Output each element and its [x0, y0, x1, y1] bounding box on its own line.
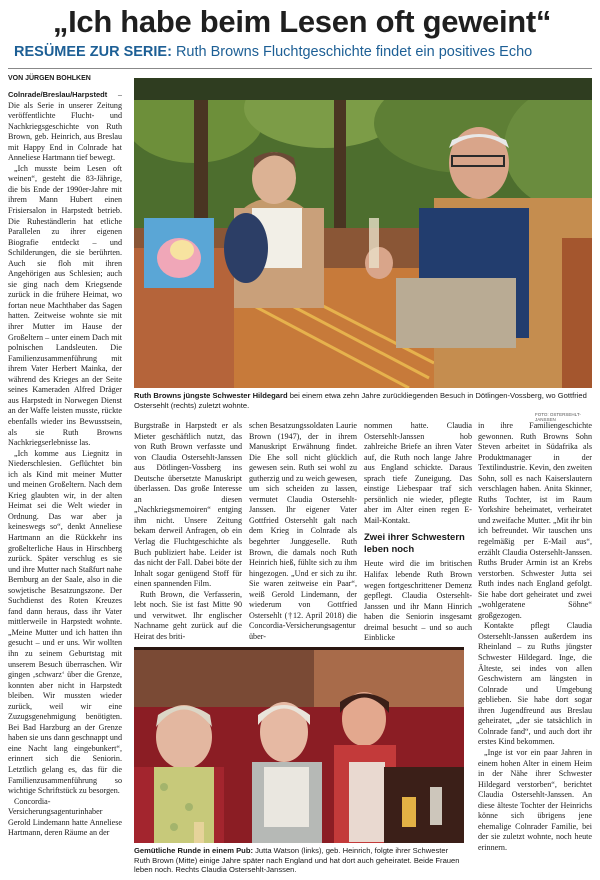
- article-column-3: [249, 421, 357, 643]
- paragraph: „Inge ist vor ein paar Jahren in einem hohen Alter in einem Heim in der Nähe ihrer Schwester Hildegard verstorben“, berichtet Claudia Ostersehlt-Janssen. An diese älteste Tochter der Heinrichs könne sich übrigens jene ehemalige Colnrader Familie, bei der sie zuletzt wohnte, noch heute erinnern.: [478, 747, 592, 852]
- photo-1-credit: FOTO: OSTERSEHLT-JANSSEN: [535, 412, 581, 422]
- paragraph: Ruth Brown, die Verfasserin, lebt noch. Sie ist fast Mitte 90 und verwitwet. Ihr englischer Nachname geht zurück auf die Heirat des briti-: [134, 589, 242, 641]
- section-subheading: Zwei ihrer Schwestern leben noch: [364, 532, 465, 555]
- subhead-kicker: RESÜMEE ZUR SERIE:: [14, 44, 172, 60]
- paragraph: nommen hatte. Claudia Ostersehlt-Janssen hob zahlreiche Briefe an ihren Vater auf, die Ruth noch lange Jahre aus England schickte. Daraus sprach tiefe Zuneigung. Das einstige Liebespaar traf sich persönlich nie wieder, pflegte aber im Alter einen regen E-Mail-Kontakt.: [364, 421, 472, 525]
- subhead-text: Ruth Browns Fluchtgeschichte findet ein positives Echo: [171, 44, 533, 60]
- paragraph: „Ich musste beim Lesen oft weinen“, gesteht die 83-Jährige, die bis Ende der 1990er-Jahre mit ihrem Mann Hubert einen Frisiersalon in Harpstedt betrieb. Die Ruheständlerin hat etliche Parallelen zu ihrer eigenen Biografie entdeckt – und Schilderungen, die sie berührten. Auch sie floh mit ihren Angehörigen aus Schlesien; auch sie ging nach dem Kriegsende zurück in die frühere Heimat, wo fortan neue Machthaber das Sagen hatten. Zeitweise wohnte sie mit ihrer Mutter im Hause der Großeltern – unter einem Dach mit polnischen Landsleuten. Die Familienzusammenführung mit ihrem Vater Herbert Mainka, der während des Krieges an der Seite seines Kameraden Alfred Dräger aus Harpstedt in Norwegen Dienst an der Waffe leisten musste, rückte ebenfalls wieder ins Bewusstsein, als sie Ruth Browns Nachkriegserlebnisse las.: [8, 163, 122, 448]
- article-column-5: [478, 421, 592, 880]
- photo-pub-gathering: [134, 647, 464, 843]
- paragraph: „Ich komme aus Liegnitz in Niederschlesien. Geflüchtet bin ich als Kind mit meiner Mutter und meinen Großeltern. Nach dem Krieg glaubten wir, in der alten Heimat sei die Welt wieder in Ordnung. Das war aber ja keineswegs so“, denkt Anneliese Hartmann an die Rückkehr ins großelterliche Haus in Hirschberg zurück. Später verschlug es sie und ihre Mutter nach Staßfurt nahe Bernburg an der Saale, also in die sowjetische Besatzungszone. Der Suchdienst des Roten Kreuzes fand dann heraus, dass ihr Vater mittlerweile in Harpstedt wohnte. „Meine Mutter und ich hatten ihn gesucht – und er uns. Wir wollten ihn zu seinem Geburtstag mit unserem Besuch überraschen. Wir gingen ‚schwarz‘ über die Grenze, konnten aber nicht in Harpstedt bleiben. Wir mussten wieder zurück, weil wir eine Zuzugsgenehmigung benötigten. Bei Bad Harzburg an der Grenze haben sie uns dann geschnappt und eine Nacht lang eingebunkert“, erinnert sich die Seniorin. Letztlich gelang es, das für die Familienzusammenführung so wichtige Schriftstück zu besorgen.: [8, 448, 122, 796]
- paragraph: [8, 90, 122, 164]
- article-column-1: [8, 90, 122, 880]
- headline: „Ich habe beim Lesen oft geweint“: [52, 4, 552, 39]
- caption-bold: Ruth Browns jüngste Schwester Hildegard: [134, 391, 288, 400]
- paragraph: Burgstraße in Harpstedt er als Mieter geschäftlich nutzt, das von Ruth Brown verfasste und von Claudia Ostersehlt-Janssen aus Dötlingen-Vossberg ins Deutsche übersetzte Manuskript überlassen. Das große Interesse an diesen „Nachkriegsmemoiren“ entging ihm nicht. Unsere Zeitung bekam derweil Anfragen, ob ein Verlag die Fluchtgeschichte als Buch publiziert habe. Leider ist das nicht der Fall. Dabei böte der Inhalt sogar genügend Stoff für einen spannenden Film.: [134, 421, 242, 589]
- paragraph: Concordia-Versicherungsagenturinhaber Gerold Lindemann hatte Anneliese Hartmann, deren Räume an der: [8, 796, 122, 838]
- paragraph: Kontakte pflegt Claudia Ostersehlt-Janssen außerdem ins Rheinland – zu Ruths jüngster Schwester Hildegard. Inge, die Älteste, sei indes von allen Geschwistern am längsten in Colnrade und Umgebung geblieben. Sie habe dort sogar ihren Jugendfreund aus Breslau geheiratet, „der sie tatsächlich in Colnrade fand“, und auch dort ihr erstes Kind bekommen.: [478, 621, 592, 747]
- pub-photo-image: [134, 647, 464, 843]
- subheadline: [14, 44, 594, 60]
- header-rule: [8, 68, 592, 69]
- paragraph: in ihre Familiengeschichte gewonnen. Ruth Browns Sohn Steven arbeitet in Südafrika als Produktmanager in der Textilindustrie. Kevin, den zweiten Sohn, soll es nach Kaiserslautern verschlagen haben. Anita Skinner, Ruths Tochter, ist im Raum Yorkshire beheimatet, verheiratet und zweifache Mutter. „Mit ihr bin ich befreundet. Wir tauschen uns regelmäßig per E-Mail aus“, erzählt Claudia Ostersehlt-Janssen. Ruths Bruder Armin ist an Krebs verstorben. Schwester Jutta sei Ruth indes nach England gefolgt. Sie habe dort geheiratet und zwei „wohlgeratene Söhne“ großgezogen.: [478, 421, 592, 620]
- photo-1-caption: [134, 391, 592, 410]
- photo-garden-visit: [134, 78, 592, 388]
- caption-bold: Gemütliche Runde in einem Pub:: [134, 846, 253, 855]
- article-column-2: [134, 421, 242, 643]
- lead-text: – Die als Serie in unserer Zeitung veröffentlichte Flucht- und Nachkriegsgeschichte von Ruth Brown, geb. Heinrich, aus Breslau mit Happy End in Colnrade hat Anneliese Hartmann tief bewegt.: [8, 90, 122, 163]
- byline: VON JÜRGEN BOHLKEN: [8, 75, 91, 82]
- paragraph: Heute wird die im britischen Halifax lebende Ruth Brown wegen fortgeschrittener Demenz gepflegt. Claudia Ostersehlt-Janssen und ihr Mann Hinrich haben die Seniorin insgesamt dreimal besucht – und so auch Einblicke: [364, 559, 472, 643]
- caption-text: bei einem etwa zehn Jahre zurückliegenden Besuch in Dötlingen-Vossberg, wo Gottfried Ostersehlt (rechts) zuletzt wohnte.: [134, 391, 587, 410]
- dateline: Colnrade/Breslau/Harpstedt: [8, 90, 108, 99]
- photo-2-caption: [134, 846, 464, 875]
- article-column-4: [364, 421, 472, 643]
- garden-photo-image: [134, 78, 592, 388]
- caption-text: Jutta Watson (links), geb. Heinrich, folgte ihrer Schwester Ruth Brown (Mitte) einige Jahre später nach England und hat dort auch geheiratet. Beide Frauen leben noch. Rechts Claudia Ostersehlt-Janssen.: [134, 846, 460, 875]
- paragraph: schen Besatzungssoldaten Laurie Brown (1947), der in ihrem Manuskript Erwähnung findet. Die Ehe soll nicht glücklich gewesen sein. Ruth sei wohl zu gutherzig und zu weich gewesen, um sich scheiden zu lassen, vermutet Claudia Ostersehlt-Janssen. Ihr eigener Vater Gottfried Ostersehlt galt nach dem Krieg in Colnrade als begehrter Junggeselle. Ruth Brown, die damals noch Ruth Heinrich hieß, fühlte sich zu ihm hingezogen. „Und er sich zu ihr. Sie waren zeitweise ein Paar“, weiß Gerold Lindemann, der wiederum von Gottfried Ostersehlt (†12. April 2018) die Concordia-Versicherungsagentur über-: [249, 421, 357, 641]
